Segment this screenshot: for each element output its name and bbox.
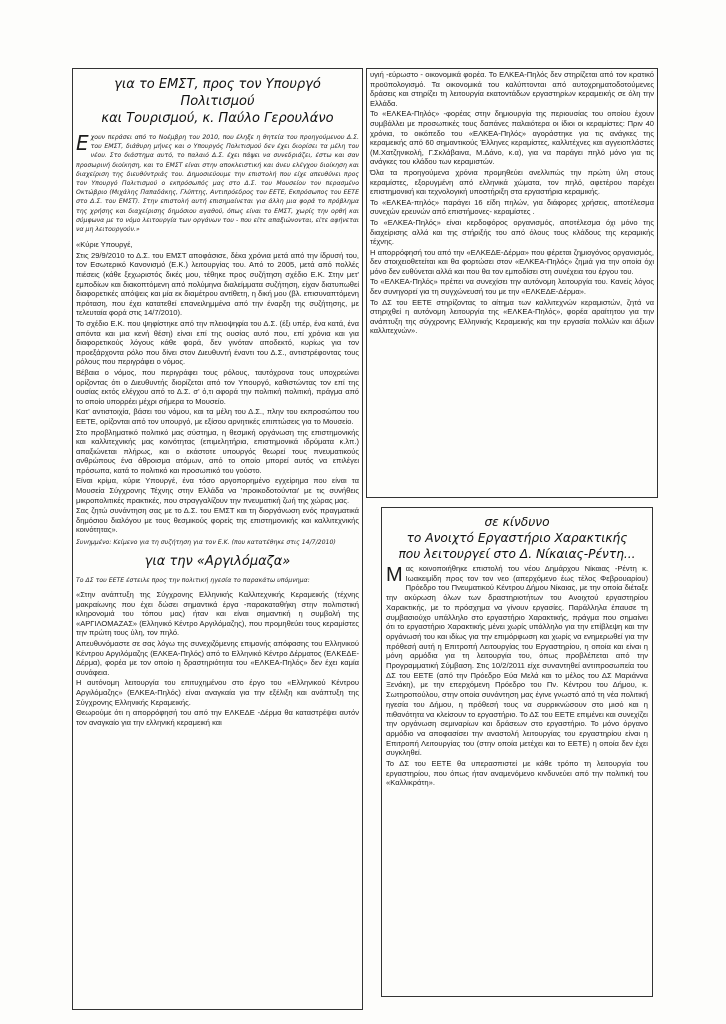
letter-paragraph: Βέβαια ο νόμος, που περιγράφει τους ρόλους, ταυτόχρονα τους υποχρεώνει ορίζοντας ότι ο Διευθυντής διορίζεται από τον Υπουργό, καθιστώντας τον επί της ουσίας εκτός ελέγχου από το Δ.Σ. σ' ό,τι αφορά την πολιτική πολιτική, πράγμα από το οποίο υπορρέει μέχρι σήμερα το Μουσείο. xyxy=(76,367,359,406)
right-column xyxy=(370,70,654,337)
memo-paragraph: Το «ΕΛΚΕΑ-Πηλός» είναι κερδοφόρος οργανισμός, αποτέλεσμα όχι μόνο της διαχείρισης αλλά και της στήριξής του από όλους τους κλάδους της κεραμικής τέχνης. xyxy=(370,217,654,247)
left-column xyxy=(76,70,359,728)
emst-intro xyxy=(76,133,359,234)
letter-paragraph: «Κύριε Υπουργέ, xyxy=(76,240,133,250)
emst-heading xyxy=(76,76,359,127)
memo-paragraph: υγιή -εύρωστο - οικονομικά φορέα. Το ΕΛΚΕΑ-Πηλός δεν στηρίζεται από τον κρατικό προϋπολογισμό. Τα οικονομικά του καλύπτονται από αυτοχρηματοδοτούμενες δράσεις και στηρίζει τη λειτουργία εκατοντάδων εργαστηρίων κεραμεικής σε όλη την Ελλάδα. xyxy=(370,70,654,108)
workshop-title-line1: σε κίνδυνο xyxy=(484,515,550,529)
letter-paragraph: Είναι κρίμα, κύριε Υπουργέ, ένα τόσο αργοπορημένο εγχείρημα που είναι τα Μουσεία Σύγχρονης Τέχνης στην Ελλάδα να 'προικοδοτούνται' με τις συνήθεις μικροπολιτικές πρακτικές, που στραγγαλίζουν την πνευματική ζωή της χώρας μας. xyxy=(76,476,359,505)
letter-paragraph: Στις 29/9/2010 το Δ.Σ. του ΕΜΣΤ αποφάσισε, δέκα χρόνια μετά από την ίδρυσή του, τον Εσωτερικό Κανονισμό (Ε.Κ.) λειτουργίας του. Από το 2005, μετά από πολλές πιέσεις (κάθε ξεχωριστός δικές μου, τέθηκε προς συζήτηση σχέδιο Ε.Κ. Στην μετ' εμποδίων και διακοπτόμενη από πολύμηνα διαλείμματα συζήτηση, είχαν διατυπωθεί διαφορετικές απόψεις και μία εκ διαμέτρου αντίθετη, η δική μου (βλ. επισυναπτόμενη πρόταση, που έχει κατατεθεί επανειλημμένα από την έναρξη της συζήτησης, με τελευταία φορά στις 14/7/2010). xyxy=(76,250,359,318)
argilomaza-intro: Το ΔΣ του ΕΕΤΕ έστειλε προς την πολιτική ηγεσία το παρακάτω υπόμνημα: xyxy=(76,577,310,585)
memo-paragraph: Όλα τα προηγούμενα χρόνια προμηθεύει ανελλιπώς την πρώτη ύλη στους κεραμίστες, εξορυγμένη από ελληνικά χώματα, τον πηλό, αφετέρου παρέχει επιστημονική και τεχνολογική υποστήριξη στα εργαστήρια κεραμικής. xyxy=(370,167,654,197)
workshop-paragraph xyxy=(386,564,648,758)
emst-intro-text: χουν περάσει από το Νοέμβρη του 2010, που έληξε η θητεία του προηγούμενου Δ.Σ. του ΕΜΣΤ, διάθυρη μήνες και ο Υπουργός Πολιτισμού δεν έχει διορίσει τα μέλη του νέου. Στο διάστημα αυτό, το παλαιό Δ.Σ. έχει πάψει να συνεδριάζει, έστω και σαν προσωρινή διοίκηση, και το ΕΜΣΤ είναι στην αποκλειστική και άνευ ελέγχου διοίκηση και διαχείριση της διευθύντριάς του. Δημοσιεύουμε την επιστολή που είχε απευθύνει προς τον Υπουργό Πολιτισμού ο εκπρόσωπός μας στο Δ.Σ. του Μουσείου τον περασμένο Οκτώβριο (Μιχάλης Παπαδάκης, Γλύπτης, Αντιπρόεδρος του ΕΕΤΕ, Εκπρόσωπος του ΕΕΤΕ στο Δ.Σ. του ΕΜΣΤ). Στην επιστολή αυτή επισημαίνεται για άλλη μια φορά το πρόβλημα της χρήσης και διαχείρισης δημόσιου αγαθού, όπως είναι το ΕΜΣΤ, χωρίς την ορθή και σύμφωνα με το νόμο λειτουργία των οργάνων του - που είτε απαξιώνονται, είτε αφήνεται να μη λειτουργούν.» xyxy=(76,134,359,234)
memo-paragraph: Το «ΕΛΚΕΑ-πηλός» παράγει 16 είδη πηλών, για διάφορες χρήσεις, αποτέλεσμα συνεχών ερευνών από επιστήμονες- κεραμίστες . xyxy=(370,197,654,217)
workshop-title-line2: το Ανοιχτό Εργαστήριο Χαρακτικής xyxy=(406,531,628,545)
workshop-title-line3: που λειτουργεί στο Δ. Νίκαιας-Ρέντη... xyxy=(398,547,636,561)
workshop-closing: Το ΔΣ του ΕΕΤΕ θα υπερασπιστεί με κάθε τρόπο τη λειτουργία του εργαστηρίου, που όπως ήταν αναμενόμενο κινδυνεύει από την πολιτική του «Καλλικράτη». xyxy=(386,759,648,788)
workshop-article xyxy=(386,514,648,789)
workshop-dropcap: Μ xyxy=(386,564,403,586)
letter-paragraph: Κατ' αντιστοιχία, βάσει του νόμου, και τα μέλη του Δ.Σ., πλην του εκπροσώπου του ΕΕΤΕ, ορίζονται από τον υπουργό, με εξίσου αρνητικές επιπτώσεις για το Μουσείο. xyxy=(76,407,359,426)
memo-paragraph: Το «ΕΛΚΕΑ-Πηλός» -φορέας στην δημιουργία της περιουσίας του οποίου έχουν συμβάλλει με προσωπικές τους δαπάνες παλαιότερα οι ίδιοι οι κεραμίστες: Πριν 40 χρόνια, το οικόπεδο του «ΕΛΚΕΑ-Πηλός» αγοράστηκε για τις ανάγκες της κεραμεικής από 60 σημαντικούς Έλληνες κεραμίστες, καλλιτέχνες και αγγειοπλάστες (Μ.Χατζηνικολή, Γ.Σκλάβαινα, Μ.Δάνο, κ.α), για να παράγει πηλό μόνο για τις ανάγκες του κλάδου των κεραμιστών. xyxy=(370,109,654,167)
emst-title-line2: και Τουρισμού, κ. Παύλο Γερουλάνο xyxy=(101,111,334,126)
emst-title-line1: για το ΕΜΣΤ, προς τον Υπουργό Πολιτισμού xyxy=(114,77,321,109)
memo-paragraph: Θεωρούμε ότι η απορρόφησή του από την ΕΛΚΕΔΕ -Δέρμα θα καταστρέψει αυτόν τον αναγκαίο για την ελληνική κεραμεική και xyxy=(76,708,359,727)
memo-paragraph: Απευθυνόμαστε σε σας λόγω της συνεχιζόμενης επιμονής απόφασης του Ελληνικού Κέντρου Αργιλόμαζης (ΕΛΚΕΑ-Πηλός) από το Ελληνικό Κέντρο Δέρματος (ΕΛΚΕΔΕ-Δέρμα), φορέα με τον οποίο η δραστηριότητα του «ΕΛΚΕΑ-Πηλός» δεν έχει καμία συνάφεια. xyxy=(76,639,359,677)
workshop-text: ας κοινοποιήθηκε επιστολή του νέου Δημάρχου Νίκαιας -Ρέντη κ. Ιωακειμίδη προς τον τον νεο (απερχόμενο έως τέλος Φεβρουαρίου) Πρόεδρο του Πνευματικού Κέντρου Δήμου Νίκαιας, με την οποία διέταξε την ακύρωση όλων των δραστηριοτήτων του Ανοιχτού εργαστηρίου Χαρακτικής, με το πρόσχημα να γίνουν εργασίες. Παράλληλα έπαυσε τη συμβασιούχο υπάλληλο στο εργαστήριο Χαρακτικής, πράγμα που σημαίνει ότι το εργαστήριο Χαρακτικής μένει χωρίς υπάλληλο για την επίβλεψη και την οργάνωσή του και ιδίως για την επιμόρφωση και χωρίς να ενημερωθεί για την πρόθεσή αυτή η Επιτροπή Λειτουργίας του Εργαστηρίου, η οποία και είναι η μόνη αρμόδια για τη λειτουργία του, όπως προβλέπεται από την Προγραμματική Σύμβαση. Στις 10/2/2011 είχε συναντηθεί αντιπροσωπεία του ΔΣ του ΕΕΤΕ (από την Πρόεδρο Εύα Μελά και το μέλος του ΔΣ Μαριάννα Ξενάκη), με την επερχόμενη Πρόεδρο του Πν. Κέντρου του Δήμου, κ. Σωτηροπούλου, στην οποία συνάντηση μας έγινε γνωστό από τη νέα πολιτική ηγεσία του Δήμου, η πρόθεσή τους να συρρικνώσουν στο μισό και η πιθανότητα να κλείσουν το εργαστήριο. Το ΔΣ του ΕΕΤΕ επιμένει και συνεχίζει την οργάνωση σεμιναρίων και δράσεων στο εργαστήριο. Το μόνο όργανο αρμόδιο να αποφασίσει την αναστολή λειτουργίας του εργαστηρίου είναι η Επιτροπή Λειτουργίας του (στην οποία μετέχει και το ΕΕΤΕ) η οποία δεν έχει συγκληθεί. xyxy=(386,564,648,758)
memo-paragraph: Η αυτόνομη λειτουργία του επιτυχημένου στο έργο του «Ελληνικού Κέντρου Αργιλόμαζης» (ΕΛΚΕΑ-Πηλός) είναι αναγκαία για την εξέλιξη και ανάπτυξη της Σύγχρονης Ελληνικής Κεραμεικής. xyxy=(76,678,359,707)
letter-paragraph: Στο προβληματικό πολιτικό μας σύστημα, η θεσμική οργάνωση της επιστημονικής και καλλιτεχνικής μας κοινότητας (επιμελητήρια, επιστημονικά ιδρύματα κ.λπ.) απαξιώνεται πλήρως, και ο εκάστοτε υπουργός θεωρεί τους πνευματικούς ανθρώπους ένα άθροισμα ατόμων, από το οποίο μπορεί αυτός να επιλέγει πρόσωπα, κατά το πολιτικό και προσωπικό του γούστο. xyxy=(76,427,359,475)
memo-paragraph: Το ΔΣ του ΕΕΤΕ στηρίζοντας το αίτημα των καλλιτεχνών κεραμιστών, ζητά να στηριχθεί η αυτόνομη λειτουργία της «ΕΛΚΕΑ-Πηλός», φορέα αραίτητου για την ανάπτυξη της σύγχρονης Ελληνικής Κεραμεικής και την εργασία πολλών και άξιων καλλιτεχνών». xyxy=(370,297,654,336)
memo-paragraph: «Στην ανάπτυξη της Σύγχρονης Ελληνικής Καλλιτεχνικής Κεραμεικής (τέχνης μακραίωνης που έχει δώσει σημαντικά έργα -παρακαταθήκη στην πολιτιστική κληρονομιά του τόπου μας) ήταν και είναι σημαντική η συμβολή της «ΑΡΓΙΛΟΜΑΖΑΣ» (Ελληνικό Κέντρο Αργιλόμαζης), που προμηθεύει τους κεραμίστες την πρώτη τους ύλη, τον πηλό. xyxy=(76,590,359,638)
emst-dropcap: Ε xyxy=(76,131,89,155)
letter-paragraph: Το σχέδιο Ε.Κ. που ψηφίστηκε από την πλειοψηφία του Δ.Σ. (έξι υπέρ, ένα κατά, ένα απόντα και μια κενή θέση) είναι επί της ουσίας αυτό που, επί χρόνια και για διαφορετικούς λόγους κάθε φορά, δεν γινόταν αποδεκτό, κυρίως για τον προεξάρχοντα ρόλο που δίνει στον Διευθυντή έναντι του Δ.Σ., αντιστρέφοντας τους ρόλους που περιγράφει ο νόμος. xyxy=(76,318,359,367)
letter-paragraph: Σας ζητώ συνάντηση σας με το Δ.Σ. του ΕΜΣΤ και τη διοργάνωση ενός πραγματικά δημόσιου διαλόγου με τους θεσμικούς φορείς της επιστημονικής και καλλιτεχνικής κοινότητας». xyxy=(76,506,359,535)
memo-paragraph: Η απορρόφησή του από την «ΕΛΚΕΔΕ-Δέρμα» που φέρεται ζημιογόνος οργανισμός, δεν στοιχειοθετείται και θα φορτώσει στον «ΕΛΚΕΑ-Πηλός» ζημιά για την οποία όχι μόνο δεν ευθύνεται αλλά και που θα τον εμποδίσει στη συνέχεια του έργου του. xyxy=(370,247,654,276)
workshop-heading xyxy=(386,514,648,562)
argilomaza-heading: για την «Αργιλόμαζα» xyxy=(144,554,291,570)
attachment-note: Συνημμένο: Κείμενο για τη συζήτηση για τον Ε.Κ. (που κατατέθηκε στις 14/7/2010) xyxy=(76,539,336,547)
memo-paragraph: Το «ΕΛΚΕΑ-Πηλός» πρέπει να συνεχίσει την αυτόνομη λειτουργία του. Κανείς λόγος δεν συνηγορεί για τη συγχώνευσή του με την «ΕΛΚΕΔΕ-Δέρμα». xyxy=(370,277,654,297)
